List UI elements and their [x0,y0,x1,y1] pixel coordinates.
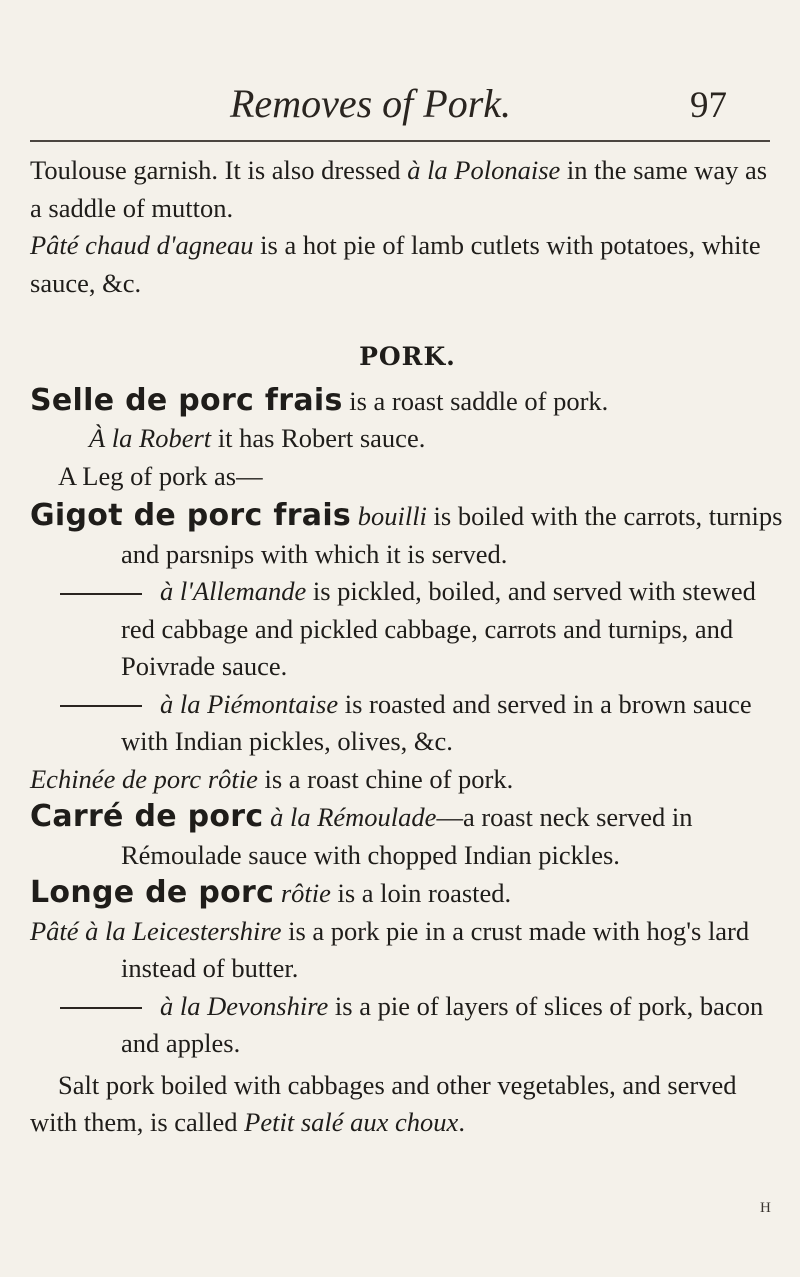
signature-mark: H [760,1200,771,1216]
dish-name: Gigot de porc frais [30,498,352,533]
section-heading: PORK. [359,342,456,371]
body-text [30,152,785,1142]
dish-name: Longe de porc [30,875,275,910]
italic-run: À la Robert [89,423,212,453]
text-run: A Leg of pork as— [58,460,263,491]
page-header [0,80,800,150]
entry-leg [30,458,785,496]
entry-selle [30,382,785,421]
entry-carre [30,798,785,874]
text-run: in the same way as a saddle of mutton. [30,155,768,223]
entry-devonshire [30,988,785,1063]
italic-run: Pâté chaud d'agneau [30,230,254,260]
italic-run: Petit salé aux choux [244,1107,459,1137]
ditto-dash [60,593,142,595]
entry-longe [30,874,785,913]
paragraph-toulouse [30,152,785,227]
italic-run: bouilli [351,501,427,531]
entry-allemande [30,573,785,686]
italic-run: à la Piémontaise [160,688,339,719]
text-run: is a pie of layers of slices of pork, bacon and apples. [121,990,764,1058]
header-rule [30,140,770,142]
entry-salt-pork [30,1067,785,1142]
text-run: . [458,1107,465,1137]
text-run: it has Robert sauce. [211,423,426,453]
text-run: Toulouse garnish. It is also dressed [30,155,408,185]
text-run: is pickled, boiled, and served with stewed red cabbage and pickled cabbage, carrots and turnips, and Poivrade sauce. [121,576,756,681]
entry-piemontaise [30,686,785,761]
dish-name: Carré de porc [30,799,264,834]
entry-selle-robert [30,420,785,458]
text-run: is boiled with the carrots, turnips and parsnips with which it is served. [121,501,783,569]
text-run: —a roast neck served in Rémoulade sauce with chopped Indian pickles. [121,802,693,870]
italic-run: rôtie [274,878,331,908]
text-run: is roasted and served in a brown sauce with Indian pickles, olives, &c. [121,688,752,756]
text-run: Salt pork boiled with cabbages and other vegetables, and served with them, is called [30,1069,737,1137]
paragraph-pate-chaud [30,227,785,302]
italic-run: à l'Allemande [160,576,307,606]
running-title: Removes of Pork. [230,81,512,126]
italic-run: Echinée de porc rôtie [30,763,258,794]
italic-run: à la Rémoulade [263,802,437,832]
italic-run: à la Devonshire [160,990,329,1021]
text-run: is a hot pie of lamb cutlets with potatoes, white sauce, &c. [30,230,761,298]
entry-leicestershire [30,913,785,988]
entry-gigot [30,497,785,573]
text-run: is a roast saddle of pork. [342,385,609,416]
dish-name: Selle de porc frais [30,382,343,418]
entry-echinee [30,761,785,799]
text-run: is a roast chine of pork. [257,763,514,794]
page-number: 97 [690,85,727,126]
ditto-dash [60,705,142,707]
ditto-dash [60,1007,142,1009]
italic-run: Pâté à la Leicestershire [30,915,282,946]
italic-run: à la Polonaise [407,155,561,185]
text-run: is a pork pie in a crust made with hog's lard instead of butter. [121,915,750,983]
text-run: is a loin roasted. [330,878,512,908]
